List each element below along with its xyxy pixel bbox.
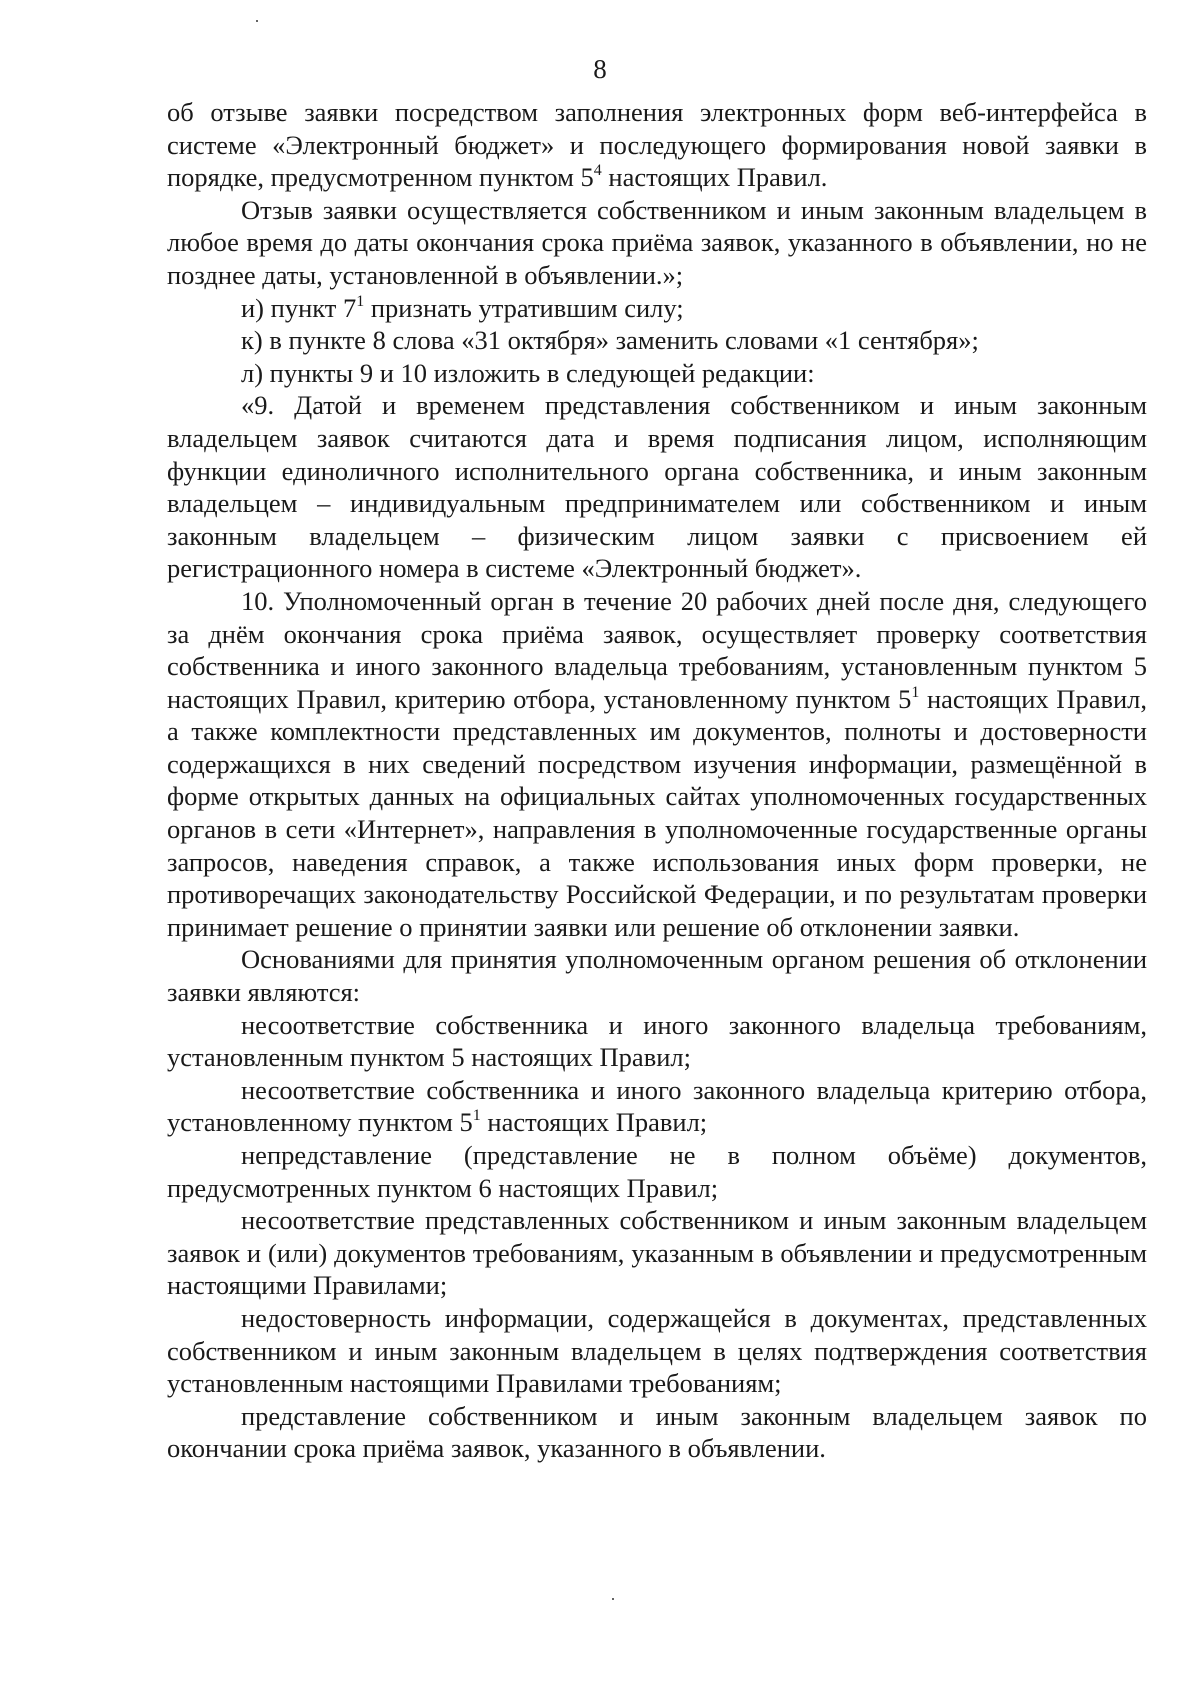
paragraph-item-l: л) пункты 9 и 10 изложить в следующей редакции: — [241, 357, 815, 388]
paragraph-withdrawal-form: об отзыве заявки посредством заполнения электронных форм веб-интерфейса в системе «Электронный бюджет» и последующего формирования новой заявки в порядке, предусмотренном пунктом $5^4$ настоящих Правил. — [167, 97, 1147, 193]
paragraph-ground-inaccuracy: недостоверность информации, содержащейся в документах, представленных собственником и иным законным владельцем в целях подтверждения соответствия установленным настоящими Правилами требованиям; — [167, 1302, 1147, 1399]
document-body — [167, 96, 1147, 1465]
paragraph-item-i: и) пункт $7^1$ признать утратившим силу; — [241, 292, 684, 323]
paragraph-clause-10: 10. Уполномоченный орган в течение 20 рабочих дней после дня, следующего за днём окончания срока приёма заявок, осуществляет проверку соответствия собственника и иного законного владельца требованиям, установленным пунктом 5 настоящих Правил, критерию отбора, установленному пунктом $5^1$ настоящих Правил, а также комплектности представленных им документов, полноты и достоверности содержащихся в них сведений посредством изучения информации, размещённой в форме открытых данных на официальных сайтах уполномоченных государственных органов в сети «Интернет», направления в уполномоченные государственные органы запросов, наведения справок, а также использования иных форм проверки, не противоречащих законодательству Российской Федерации, и по результатам проверки принимает решение о принятии заявки или решение об отклонении заявки. — [167, 585, 1147, 942]
scan-dot — [612, 1598, 614, 1600]
paragraph-clause-9: «9. Датой и временем представления собственником и иным законным владельцем заявок считаются дата и время подписания лицом, исполняющим функции единоличного исполнительного органа собственника, и иным законным владельцем – индивидуальным предпринимателем или собственником и иным законным владельцем – физическим лицом заявки с присвоением ей регистрационного номера в системе «Электронный бюджет». — [167, 390, 1147, 584]
paragraph-ground-documents: непредставление (представление не в полном объёме) документов, предусмотренных пунктом 6 настоящих Правил; — [167, 1140, 1147, 1203]
paragraph-ground-nonconformity: несоответствие представленных собственником и иным законным владельцем заявок и (или) документов требованиям, указанным в объявлении и предусмотренным настоящими Правилами; — [167, 1205, 1147, 1301]
paragraph-withdrawal-timing: Отзыв заявки осуществляется собственником и иным законным владельцем в любое время до даты окончания срока приёма заявок, указанного в объявлении, но не позднее даты, установленной в объявлении.»; — [167, 194, 1147, 290]
paragraph-ground-requirements: несоответствие собственника и иного законного владельца требованиям, установленным пунктом 5 настоящих Правил; — [167, 1009, 1147, 1073]
paragraph-item-k: к) в пункте 8 слова «31 октября» заменить словами «1 сентября»; — [241, 325, 979, 356]
page-number: 8 — [593, 54, 607, 84]
paragraph-ground-criterion: несоответствие собственника и иного законного владельца критерию отбора, установленному пунктом $5^1$ настоящих Правил; — [167, 1074, 1147, 1138]
scan-dot — [256, 20, 258, 22]
paragraph-ground-late-submission: представление собственником и иным законным владельцем заявок по окончании срока приёма заявок, указанного в объявлении. — [167, 1400, 1147, 1464]
paragraph-rejection-grounds: Основаниями для принятия уполномоченным органом решения об отклонении заявки являются: — [167, 944, 1147, 1008]
